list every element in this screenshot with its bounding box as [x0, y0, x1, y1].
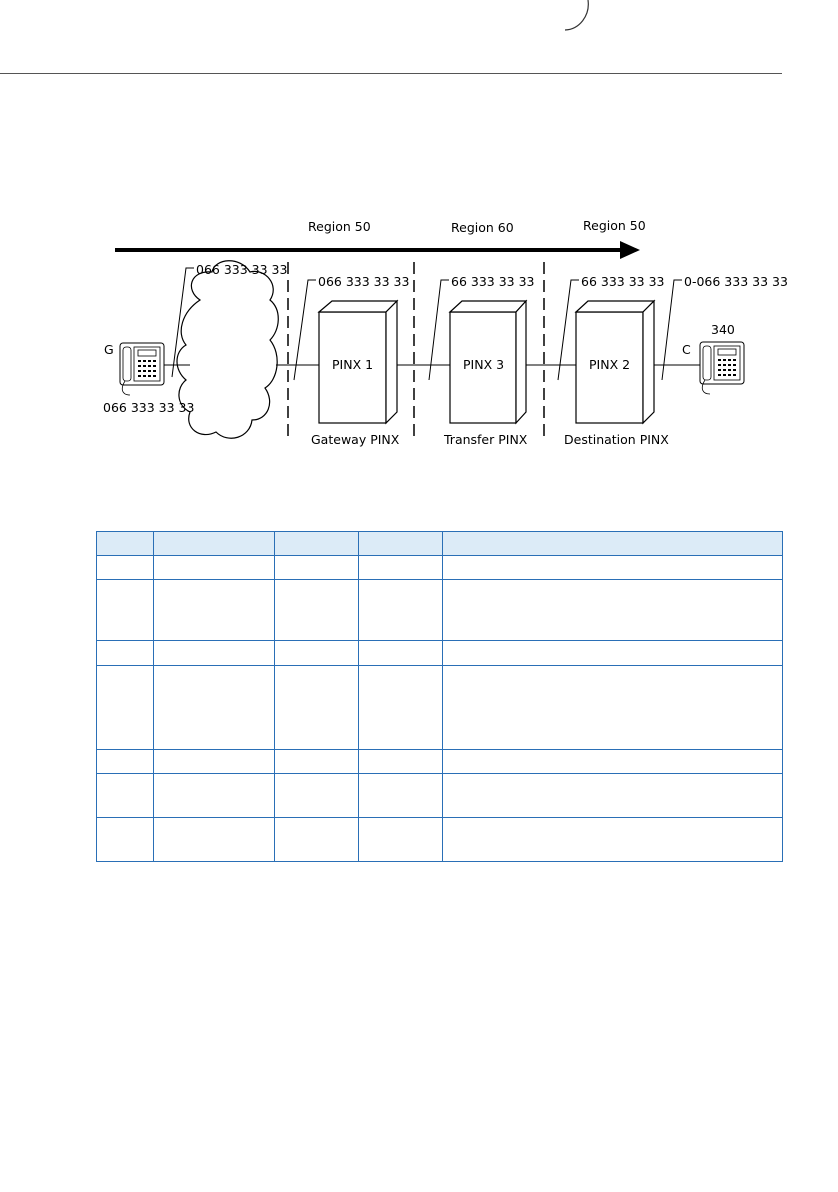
pinx-2-role: Destination PINX	[564, 432, 669, 447]
region-label: Region 50	[308, 219, 371, 234]
table-header-cell	[359, 532, 443, 556]
table-row	[97, 641, 783, 666]
table-row	[97, 580, 783, 641]
table-header-cell	[443, 532, 783, 556]
phone-g-icon	[120, 343, 164, 395]
table-row	[97, 818, 783, 862]
network-diagram	[0, 0, 838, 480]
segment-number: 66 333 33 33	[581, 274, 665, 289]
phone-c-icon	[700, 342, 744, 394]
segment-number: 66 333 33 33	[451, 274, 535, 289]
pinx-3-name: PINX 3	[463, 357, 505, 372]
table-header-cell	[275, 532, 359, 556]
pinx-1-role: Gateway PINX	[311, 432, 400, 447]
pinx-1-name: PINX 1	[332, 357, 374, 372]
direction-arrow	[115, 241, 640, 259]
table-header-cell	[97, 532, 154, 556]
region-label: Region 60	[451, 220, 514, 235]
table-row	[97, 750, 783, 774]
table-row	[97, 666, 783, 750]
phone-c-extension: 340	[711, 322, 735, 337]
segment-number: 066 333 33 33	[318, 274, 410, 289]
phone-g-number-top: 066 333 33 33	[196, 262, 288, 277]
table-row	[97, 774, 783, 818]
table-header-row	[97, 532, 783, 556]
table-header-cell	[154, 532, 275, 556]
table-row	[97, 556, 783, 580]
phone-c-label: C	[682, 342, 691, 357]
phone-g-number-bottom: 066 333 33 33	[103, 400, 195, 415]
pinx-2-name: PINX 2	[589, 357, 631, 372]
phone-c-number: 0-066 333 33 33	[684, 274, 788, 289]
region-label: Region 50	[583, 218, 646, 233]
phone-g-label: G	[104, 342, 114, 357]
pinx-3-role: Transfer PINX	[444, 432, 528, 447]
settings-table	[96, 531, 783, 862]
